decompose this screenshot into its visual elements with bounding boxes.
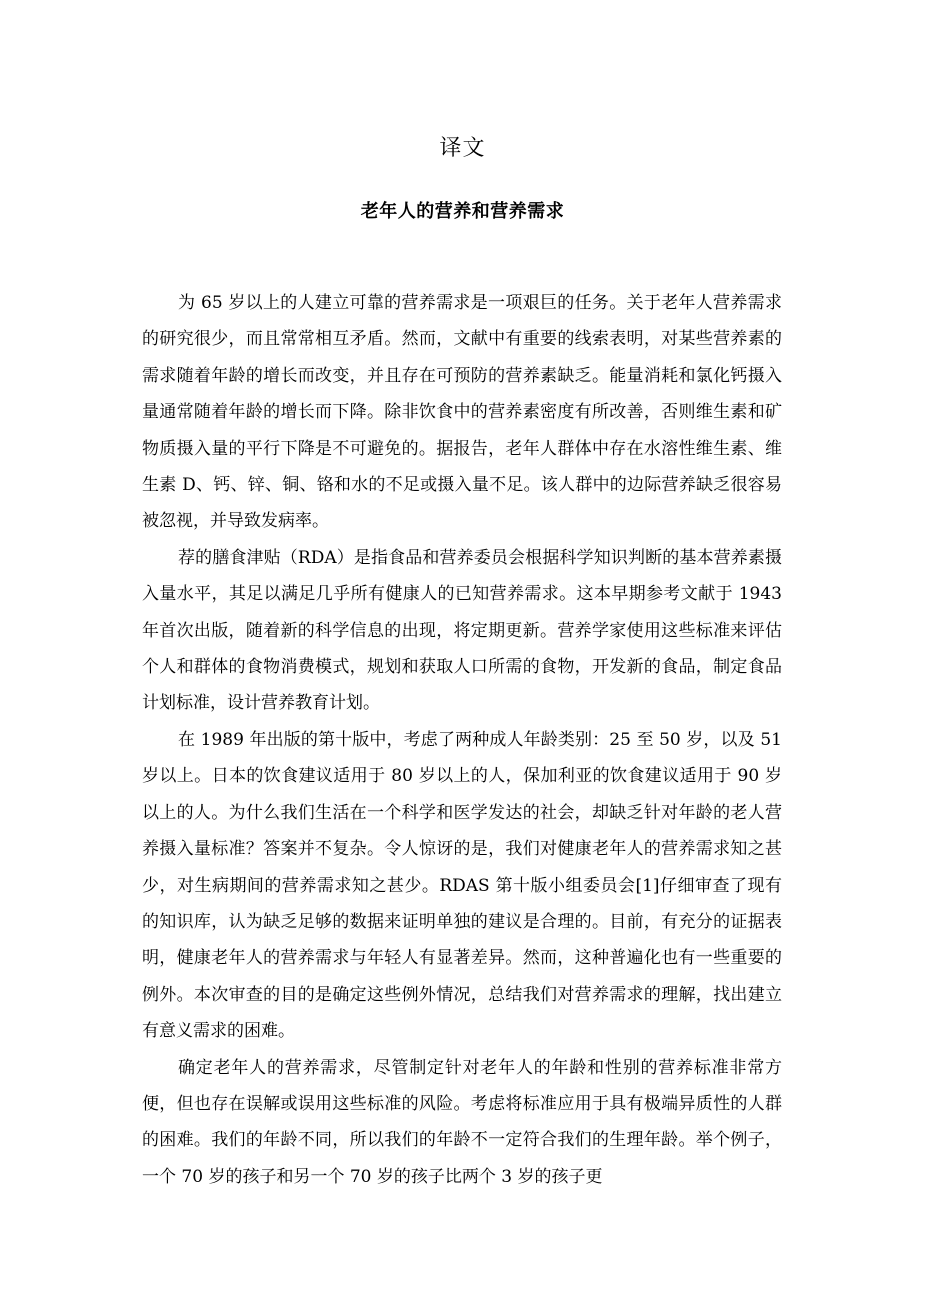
paragraph: 确定老年人的营养需求，尽管制定针对老年人的年龄和性别的营养标准非常方便，但也存在误解或误用这些标准的风险。考虑将标准应用于具有极端异质性的人群的困难。我们的年龄不同，所以我们的年龄不一定符合我们的生理年龄。举个例子，一个 70 岁的孩子和另一个 70 岁的孩子比两个 3 岁的孩子更 — [142, 1057, 782, 1187]
paragraph: 荐的膳食津贴（RDA）是指食品和营养委员会根据科学知识判断的基本营养素摄入量水平，其足以满足几乎所有健康人的已知营养需求。这本早期参考文献于 1943 年首次出版，随着新的科学信息的出现，将定期更新。营养学家使用这些标准来评估个人和群体的食物消费模式，规划和获取人口所需的食物，开发新的食品，制定食品计划标准，设计营养教育计划。 — [142, 547, 782, 714]
document-body — [142, 285, 782, 1195]
document-subtitle: 老年人的营养和营养需求 — [360, 201, 565, 222]
document-title: 译文 — [439, 136, 486, 161]
paragraph: 为 65 岁以上的人建立可靠的营养需求是一项艰巨的任务。关于老年人营养需求的研究很少，而且常常相互矛盾。然而，文献中有重要的线索表明，对某些营养素的需求随着年龄的增长而改变，并且存在可预防的营养素缺乏。能量消耗和氯化钙摄入量通常随着年龄的增长而下降。除非饮食中的营养素密度有所改善，否则维生素和矿物质摄入量的平行下降是不可避免的。据报告，老年人群体中存在水溶性维生素、维生素 D、钙、锌、铜、铬和水的不足或摄入量不足。该人群中的边际营养缺乏很容易被忽视，并导致发病率。 — [142, 293, 782, 532]
paragraph: 在 1989 年出版的第十版中，考虑了两种成人年龄类别：25 至 50 岁，以及 51 岁以上。日本的饮食建议适用于 80 岁以上的人，保加利亚的饮食建议适用于 90 岁以上的人。为什么我们生活在一个科学和医学发达的社会，却缺乏针对年龄的老人营养摄入量标准？答案并不复杂。令人惊讶的是，我们对健康老年人的营养需求知之甚少，对生病期间的营养需求知之甚少。RDAS 第十版小组委员会[1]仔细审查了现有的知识库，认为缺乏足够的数据来证明单独的建议是合理的。目前，有充分的证据表明，健康老年人的营养需求与年轻人有显著差异。然而，这种普遍化也有一些重要的例外。本次审查的目的是确定这些例外情况，总结我们对营养需求的理解，找出建立有意义需求的困难。 — [142, 729, 782, 1042]
